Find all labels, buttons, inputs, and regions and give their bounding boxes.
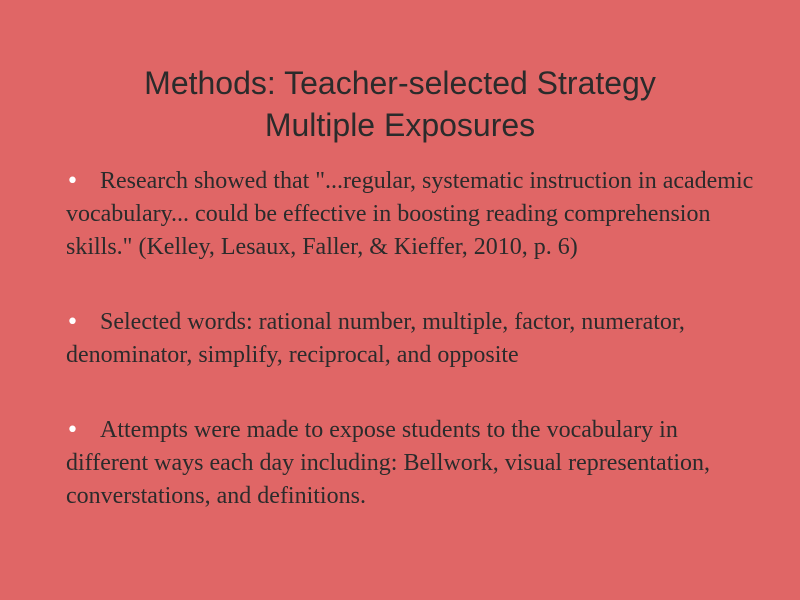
- bullet-dot-icon: •: [66, 418, 79, 443]
- slide-title-line-2: Multiple Exposures: [264, 107, 536, 143]
- slide-title: [60, 62, 740, 146]
- bullet-list: [66, 165, 766, 513]
- bullet-item-attempts: [66, 414, 766, 513]
- bullet-item-selected-words: [66, 306, 766, 372]
- bullet-text-research: Research showed that "...regular, systematic instruction in academic vocabulary... could be effective in boosting reading comprehension skills." (Kelley, Lesaux, Faller, & Kieffer, 2010, p. 6): [66, 168, 754, 260]
- bullet-item-research: [66, 165, 766, 264]
- bullet-text-attempts: Attempts were made to expose students to the vocabulary in different ways each day including: Bellwork, visual representation, converstations, and definitions.: [66, 417, 711, 509]
- bullet-dot-icon: •: [66, 310, 79, 335]
- bullet-text-selected-words: Selected words: rational number, multiple, factor, numerator, denominator, simplify, reciprocal, and opposite: [66, 309, 685, 368]
- bullet-dot-icon: •: [66, 169, 79, 194]
- slide-title-line-1: Methods: Teacher-selected Strategy: [144, 65, 656, 101]
